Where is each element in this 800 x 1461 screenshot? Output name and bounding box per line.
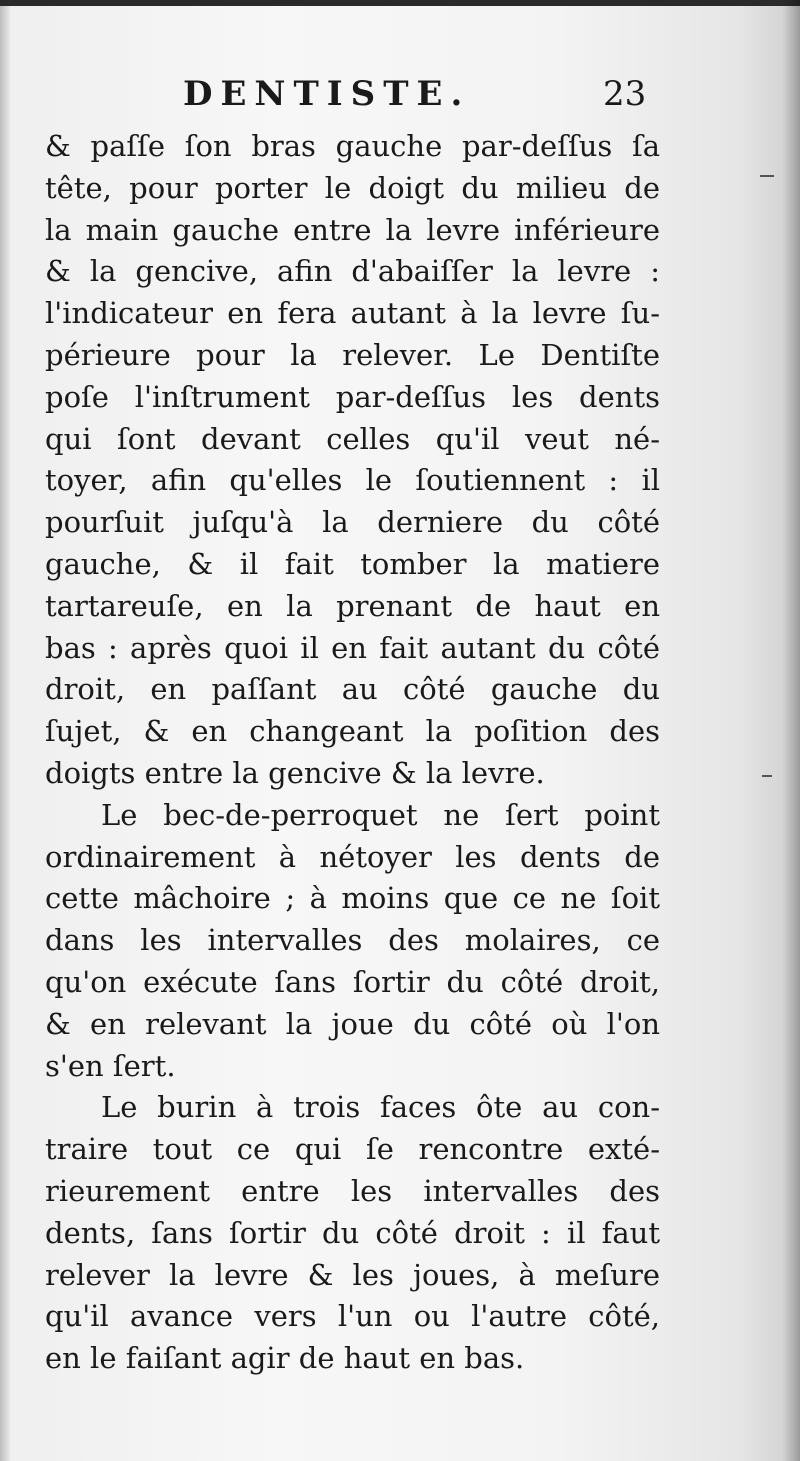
- text-line: gauche, & il fait tomber la matiere: [45, 546, 660, 581]
- text-line: & paſſe ſon bras gauche par-deſſus ſa: [45, 129, 660, 163]
- text-line: l'indicateur en fera autant à la levre ſu-: [45, 296, 660, 331]
- text-line: & la gencive, afin d'abaiſſer la levre :: [45, 254, 660, 289]
- text-line: dents, ſans ſortir du côté droit : il faut: [45, 1215, 660, 1250]
- text-line: toyer, afin qu'elles le ſoutiennent : il: [45, 463, 660, 498]
- paragraph-start: Le bec-de-perroquet ne ſert point: [101, 797, 660, 832]
- text-line: ordinairement à nétoyer les dents de: [45, 839, 660, 874]
- text-line: relever la levre & les joues, à meſure: [45, 1257, 660, 1292]
- text-line: doigts entre la gencive & la levre.: [45, 755, 545, 790]
- text-line: la main gauche entre la levre inférieure: [45, 212, 660, 247]
- text-line: qu'on exécute ſans ſortir du côté droit,: [45, 964, 660, 999]
- text-line: tartareuſe, en la prenant de haut en: [45, 588, 660, 623]
- text-line: & en relevant la joue du côté où l'on: [45, 1006, 660, 1041]
- text-line: pourſuit juſqu'à la derniere du côté: [45, 505, 660, 540]
- text-line: droit, en paſſant au côté gauche du: [45, 672, 660, 707]
- text-line: qui ſont devant celles qu'il veut né-: [45, 421, 660, 456]
- paragraph-start: Le burin à trois faces ôte au con-: [101, 1090, 660, 1125]
- text-line: en le faiſant agir de haut en bas.: [45, 1341, 525, 1376]
- margin-mark: [760, 175, 774, 177]
- text-line: traire tout ce qui ſe rencontre exté-: [45, 1132, 660, 1167]
- running-head: DENTISTE.: [183, 74, 471, 114]
- page-top-edge: [0, 0, 800, 6]
- text-line: tête, pour porter le doigt du milieu de: [45, 170, 660, 205]
- page-header: [48, 74, 658, 122]
- text-line: poſe l'inſtrument par-deſſus les dents: [45, 379, 660, 414]
- page-edge-shadow: [782, 0, 800, 1461]
- text-line: rieurement entre les intervalles des: [45, 1173, 660, 1208]
- text-line: bas : après quoi il en fait autant du côté: [45, 630, 660, 665]
- text-line: périeure pour la relever. Le Dentiſte: [45, 337, 660, 372]
- text-line: cette mâchoire ; à moins que ce ne ſoit: [45, 881, 660, 916]
- text-line: qu'il avance vers l'un ou l'autre côté,: [45, 1299, 660, 1334]
- body-text: [45, 126, 660, 1380]
- page-number: 23: [603, 74, 647, 114]
- text-line: s'en ſert.: [45, 1048, 176, 1083]
- text-line: ſujet, & en changeant la poſition des: [45, 714, 660, 749]
- page-binding-edge: [0, 0, 10, 1461]
- text-line: dans les intervalles des molaires, ce: [45, 923, 660, 958]
- margin-mark: [762, 775, 772, 777]
